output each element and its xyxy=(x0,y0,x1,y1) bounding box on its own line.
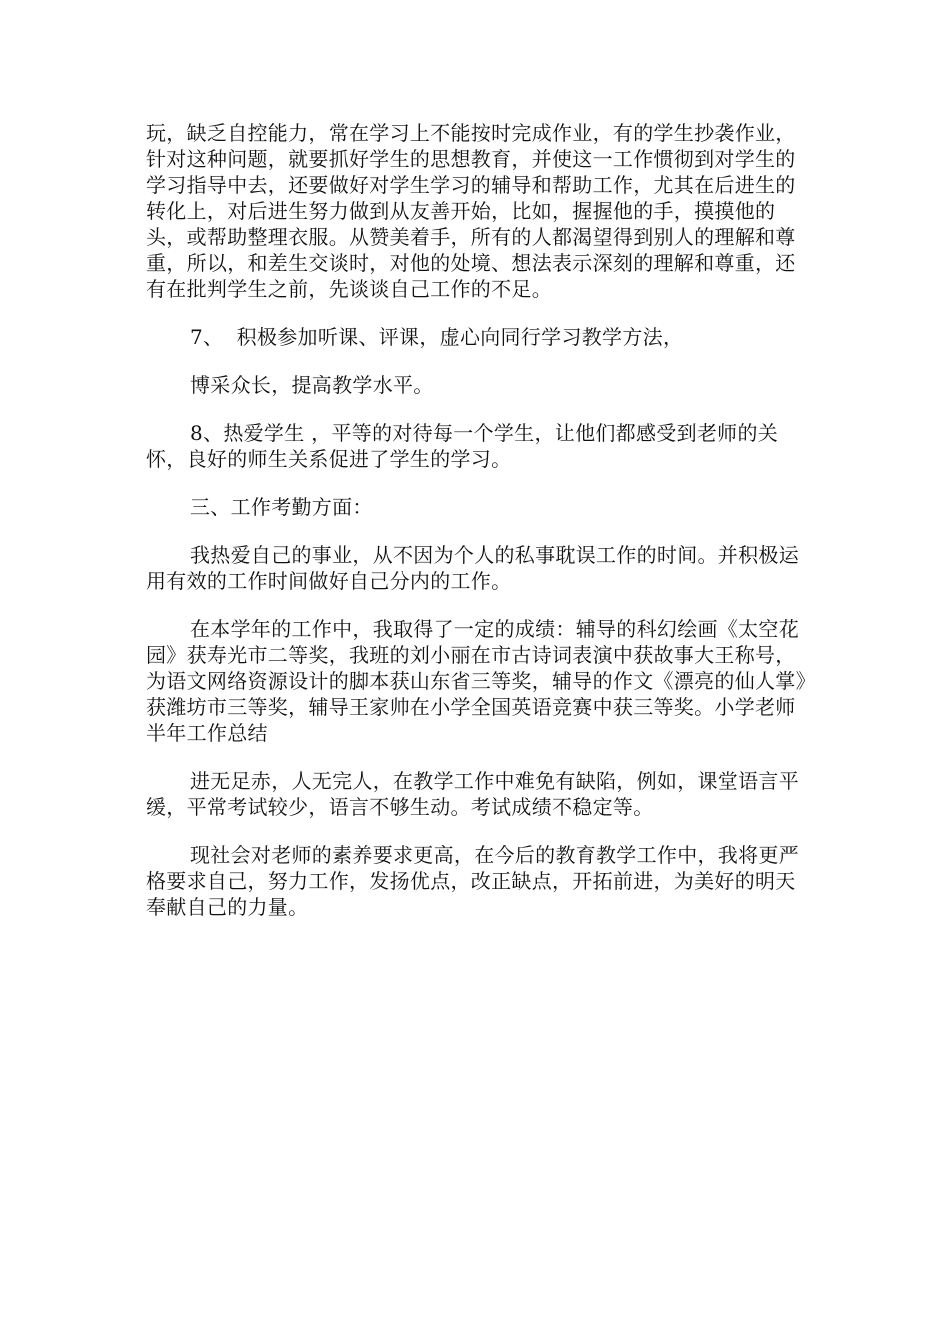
paragraph-shortcomings: 进无足赤，人无完人，在教学工作中难免有缺陷，例如，课堂语言平缓，平常考试较少，语言不够生动。考试成绩不稳定等。 xyxy=(146,769,799,819)
document-body xyxy=(146,120,806,920)
paragraph-continuation: 玩，缺乏自控能力，常在学习上不能按时完成作业，有的学生抄袭作业，针对这种问题，就要抓好学生的思想教育，并使这一工作惯彻到对学生的学习指导中去，还要做好对学生学习的辅导和帮助工作，尤其在后进生的转化上，对后进生努力做到从友善开始，比如，握握他的手，摸摸他的头，或帮助整理衣服。从赞美着手，所有的人都渴望得到别人的理解和尊重，所以，和差生交谈时，对他的处境、想法表示深刻的理解和尊重，还有在批判学生之前，先谈谈自己工作的不足。 xyxy=(146,121,796,301)
paragraph-outlook: 现社会对老师的素养要求更高，在今后的教育教学工作中，我将更严格要求自己，努力工作，发扬优点，改正缺点，开拓前进，为美好的明天奉献自己的力量。 xyxy=(146,843,799,919)
paragraph-item-8: 8、热爱学生 ，平等的对待每一个学生，让他们都感受到老师的关怀，良好的师生关系促进了学生的学习。 xyxy=(146,421,779,471)
paragraph-attendance: 我热爱自己的事业，从不因为个人的私事耽误工作的时间。并积极运用有效的工作时间做好自己分内的工作。 xyxy=(146,543,799,593)
paragraph-achievements: 在本学年的工作中，我取得了一定的成绩：辅导的科幻绘画《太空花园》获寿光市二等奖，我班的刘小丽在市古诗词表演中获故事大王称号，为语文网络资源设计的脚本获山东省三等奖，辅导的作文《漂亮的仙人掌》获潍坊市三等奖，辅导王家帅在小学全国英语竞赛中获三等奖。小学老师半年工作总结 xyxy=(146,617,806,745)
section-heading-attendance: 三、工作考勤方面： xyxy=(190,495,373,519)
paragraph-item-7: 7、 积极参加听课、评课，虚心向同行学习教学方法， xyxy=(190,325,684,349)
paragraph-item-7-continued: 博采众长，提高教学水平。 xyxy=(190,373,434,397)
